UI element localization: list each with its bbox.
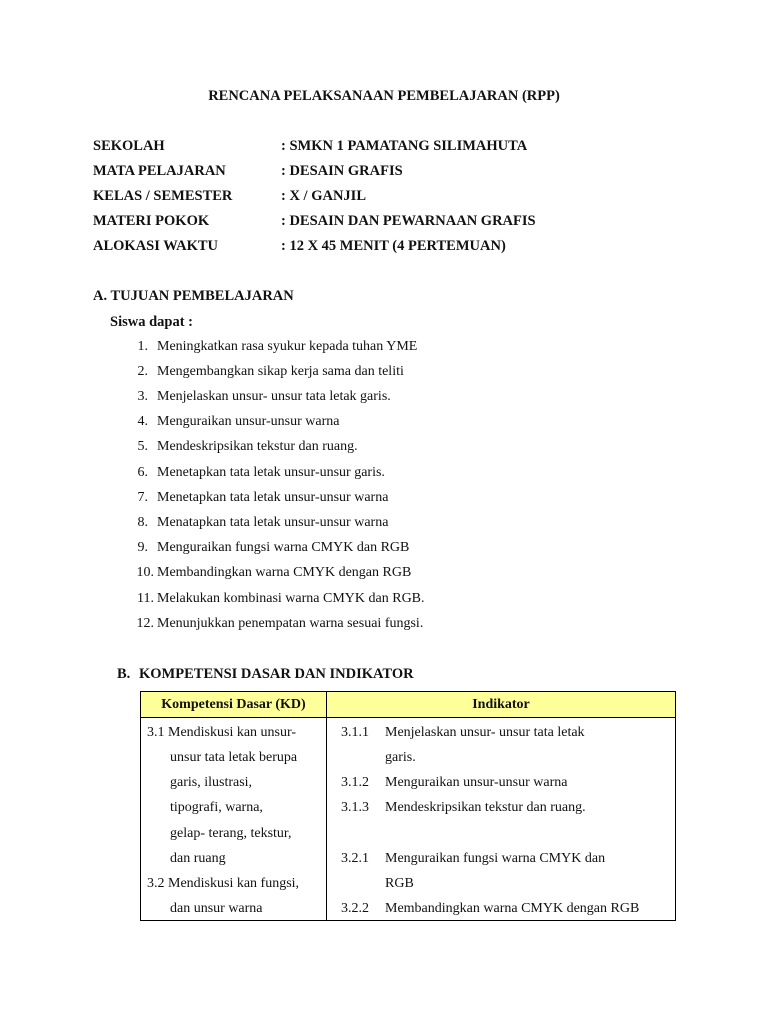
indicator-cell [327,718,676,921]
list-item: Menguraikan unsur-unsur warna [157,414,340,429]
list-item-number: 11. [137,591,154,606]
identity-label-materi-pokok: MATERI POKOK [93,213,210,229]
list-item: Membandingkan warna CMYK dengan RGB [157,565,412,580]
identity-value-alokasi-waktu: : 12 X 45 MENIT (4 PERTEMUAN) [281,238,506,254]
identity-label-alokasi-waktu: ALOKASI WAKTU [93,238,219,254]
list-item-number: 7. [137,490,148,505]
indicator-code: 3.1.2 [341,775,369,790]
indicator-text: Mendeskripsikan tekstur dan ruang. [385,800,586,815]
indicator-code: 3.1.1 [341,725,369,740]
list-item: Melakukan kombinasi warna CMYK dan RGB. [157,591,425,606]
identity-label-sekolah: SEKOLAH [93,138,165,154]
list-item-number: 2. [137,364,148,379]
identity-label-mata-pelajaran: MATA PELAJARAN [93,163,226,179]
column-header-kd: Kompetensi Dasar (KD) [141,692,327,718]
list-item: Menetapkan tata letak unsur-unsur warna [157,490,389,505]
list-item-number: 3. [137,389,148,404]
section-a-heading: A. TUJUAN PEMBELAJARAN [93,288,294,304]
indicator-text: Menjelaskan unsur- unsur tata letak [385,725,585,740]
list-item-number: 6. [137,465,148,480]
kd-line: gelap- terang, tekstur, [170,826,292,841]
indicator-text: Menguraikan fungsi warna CMYK dan [385,851,606,866]
list-item-number: 8. [137,515,148,530]
list-item: Menunjukkan penempatan warna sesuai fungsi. [157,616,424,631]
list-item: Menguraikan fungsi warna CMYK dan RGB [157,540,410,555]
list-item: Menatapkan tata letak unsur-unsur warna [157,515,389,530]
indicator-text: RGB [385,876,414,891]
indicator-code: 3.1.3 [341,800,369,815]
identity-value-mata-pelajaran: : DESAIN GRAFIS [281,163,403,179]
indicator-text: Membandingkan warna CMYK dengan RGB [385,901,640,916]
table-row [141,718,676,921]
kd-line: dan ruang [170,851,226,866]
table-header-row [141,692,676,718]
identity-label-kelas-semester: KELAS / SEMESTER [93,188,233,204]
column-header-indikator: Indikator [327,692,676,718]
kd-line: dan unsur warna [170,901,263,916]
identity-value-kelas-semester: : X / GANJIL [281,188,366,204]
list-item-number: 9. [137,540,148,555]
list-item-number: 10. [136,565,154,580]
list-item-number: 1. [137,339,148,354]
list-item: Mendeskripsikan tekstur dan ruang. [157,439,358,454]
list-item: Menetapkan tata letak unsur-unsur garis. [157,465,385,480]
section-b-letter: B. [117,666,131,682]
list-item-number: 5. [137,439,148,454]
kd-line: garis, ilustrasi, [170,775,253,790]
list-item: Menjelaskan unsur- unsur tata letak garis. [157,389,391,404]
section-b-heading: KOMPETENSI DASAR DAN INDIKATOR [139,666,414,682]
competency-table [140,691,676,921]
document-title: RENCANA PELAKSANAAN PEMBELAJARAN (RPP) [208,88,560,104]
kd-line: 3.2 Mendiskusi kan fungsi, [147,876,300,891]
section-a-intro: Siswa dapat : [110,314,193,330]
indicator-code: 3.2.1 [341,851,369,866]
kd-line: tipografi, warna, [170,800,263,815]
list-item: Mengembangkan sikap kerja sama dan teliti [157,364,404,379]
list-item: Meningkatkan rasa syukur kepada tuhan YME [157,339,418,354]
kd-line: unsur tata letak berupa [170,750,298,765]
kd-line: 3.1 Mendiskusi kan unsur- [147,725,297,740]
kd-cell [141,718,327,921]
indicator-text: Menguraikan unsur-unsur warna [385,775,568,790]
identity-value-sekolah: : SMKN 1 PAMATANG SILIMAHUTA [281,138,528,154]
identity-value-materi-pokok: : DESAIN DAN PEWARNAAN GRAFIS [281,213,536,229]
indicator-code: 3.2.2 [341,901,369,916]
indicator-text: garis. [385,750,416,765]
list-item-number: 12. [136,616,154,631]
list-item-number: 4. [137,414,148,429]
